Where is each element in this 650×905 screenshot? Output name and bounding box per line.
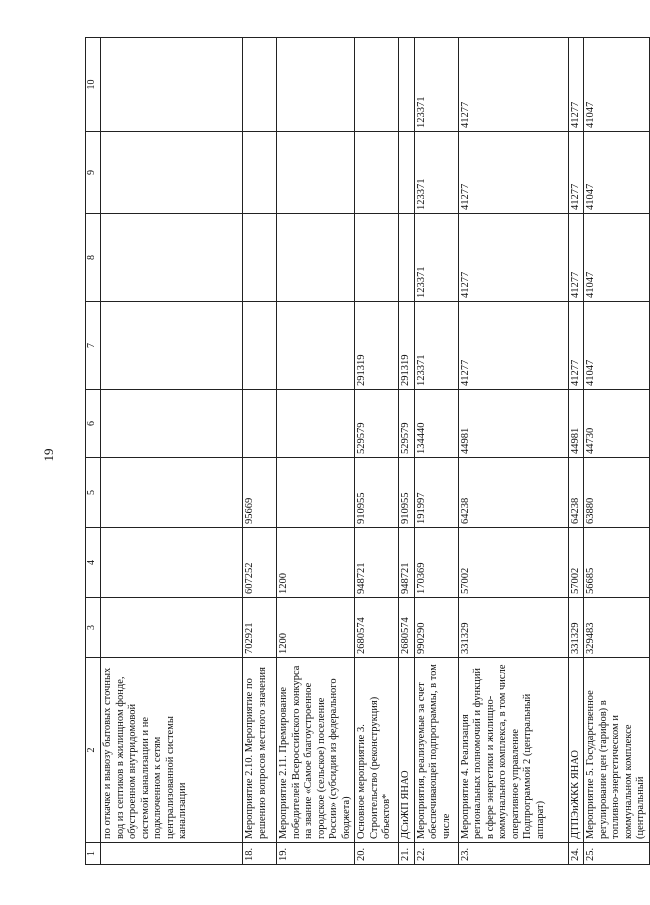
value-cell (101, 38, 243, 132)
rotated-table-region (85, 38, 646, 865)
value-cell: 948721 (399, 528, 415, 598)
value-cell (277, 38, 355, 132)
value-cell: 41277 (568, 38, 584, 132)
value-cell (101, 390, 243, 458)
value-cell: 1200 (277, 598, 355, 658)
value-cell: 2680574 (399, 598, 415, 658)
value-cell: 44730 (584, 390, 650, 458)
row-number-cell: 20. (355, 843, 399, 865)
value-cell (355, 38, 399, 132)
value-cell: 134440 (414, 390, 458, 458)
value-cell (101, 458, 243, 528)
table-row (277, 38, 355, 865)
value-cell: 990290 (414, 598, 458, 658)
value-cell: 123371 (414, 38, 458, 132)
value-cell: 331329 (458, 598, 568, 658)
value-cell (277, 302, 355, 390)
row-name-cell: Мероприятия, реализуемые за счет обеспечивающей подпрограммы, в том числе (414, 658, 458, 843)
value-cell: 910955 (355, 458, 399, 528)
header-cell: 8 (86, 214, 101, 302)
table-row (101, 38, 243, 865)
row-number-cell: 22. (414, 843, 458, 865)
row-name-cell: Мероприятие 5. Государственное регулирование цен (тарифов) в топливно-энергетическом и коммунальном комплексе (центральный (584, 658, 650, 843)
header-cell: 9 (86, 132, 101, 214)
row-name-cell: Мероприятие 2.10. Мероприятие по решению вопросов местного значения (243, 658, 277, 843)
table-row (355, 38, 399, 865)
row-number-cell: 19. (277, 843, 355, 865)
table-row (414, 38, 458, 865)
value-cell: 64238 (568, 458, 584, 528)
value-cell (277, 390, 355, 458)
table-row (568, 38, 584, 865)
value-cell (355, 132, 399, 214)
table-row (584, 38, 650, 865)
header-cell: 10 (86, 38, 101, 132)
value-cell (399, 38, 415, 132)
value-cell (243, 214, 277, 302)
value-cell (399, 214, 415, 302)
value-cell (277, 458, 355, 528)
value-cell: 607252 (243, 528, 277, 598)
value-cell: 331329 (568, 598, 584, 658)
page-number: 19 (41, 448, 56, 462)
value-cell: 57002 (458, 528, 568, 598)
value-cell (277, 214, 355, 302)
value-cell: 57002 (568, 528, 584, 598)
value-cell: 291319 (399, 302, 415, 390)
value-cell (243, 132, 277, 214)
value-cell (277, 132, 355, 214)
value-cell (243, 390, 277, 458)
table-row (243, 38, 277, 865)
value-cell (243, 302, 277, 390)
row-name-cell: Мероприятие 2.11. Премирование победителей Всероссийского конкурса на звание «Самое благоустроенное городское (сельское) поселение России» (субсидия из федерального бюджета) (277, 658, 355, 843)
value-cell: 44981 (568, 390, 584, 458)
value-cell: 41277 (458, 38, 568, 132)
row-number-cell: 25. (584, 843, 650, 865)
value-cell: 95669 (243, 458, 277, 528)
value-cell: 123371 (414, 214, 458, 302)
value-cell: 41047 (584, 302, 650, 390)
value-cell: 63880 (584, 458, 650, 528)
value-cell (101, 302, 243, 390)
value-cell: 41277 (458, 214, 568, 302)
value-cell (101, 214, 243, 302)
header-cell: 2 (86, 658, 101, 843)
row-number-cell (101, 843, 243, 865)
value-cell (243, 38, 277, 132)
row-name-cell: ДТПЭиЖКК ЯНАО (568, 658, 584, 843)
value-cell: 170369 (414, 528, 458, 598)
value-cell (355, 214, 399, 302)
row-number-cell: 24. (568, 843, 584, 865)
value-cell: 123371 (414, 132, 458, 214)
header-row (86, 38, 101, 865)
value-cell: 2680574 (355, 598, 399, 658)
header-cell: 5 (86, 458, 101, 528)
row-number-cell: 23. (458, 843, 568, 865)
row-name-cell: ДСиЖП ЯНАО (399, 658, 415, 843)
value-cell: 529579 (355, 390, 399, 458)
value-cell: 329483 (584, 598, 650, 658)
value-cell (101, 132, 243, 214)
value-cell: 529579 (399, 390, 415, 458)
row-number-cell: 21. (399, 843, 415, 865)
value-cell: 948721 (355, 528, 399, 598)
value-cell (101, 598, 243, 658)
header-cell: 4 (86, 528, 101, 598)
value-cell: 41277 (568, 132, 584, 214)
value-cell: 910955 (399, 458, 415, 528)
value-cell: 123371 (414, 302, 458, 390)
table-row (458, 38, 568, 865)
value-cell: 41047 (584, 214, 650, 302)
value-cell: 41277 (568, 214, 584, 302)
value-cell: 702921 (243, 598, 277, 658)
value-cell: 56685 (584, 528, 650, 598)
value-cell: 64238 (458, 458, 568, 528)
header-cell: 6 (86, 390, 101, 458)
value-cell: 44981 (458, 390, 568, 458)
header-cell: 3 (86, 598, 101, 658)
value-cell: 1200 (277, 528, 355, 598)
header-cell: 7 (86, 302, 101, 390)
table-row (399, 38, 415, 865)
header-cell: 1 (86, 843, 101, 865)
value-cell: 41047 (584, 132, 650, 214)
table-frame (85, 38, 646, 865)
row-name-cell: Мероприятие 4. Реализация региональных полномочий и функций в сфере энергетики и жилищно-коммунального комплекса, в том числе оперативное управление Подпрограммой 2 (центральный аппарат) (458, 658, 568, 843)
budget-table (85, 37, 650, 865)
value-cell (101, 528, 243, 598)
row-name-cell: по откачке и вывозу бытовых сточных вод из септиков в жилищном фонде, обустроенном внутридомовой системой канализации и не подключенном к сетям централизованной системы канализации (101, 658, 243, 843)
row-number-cell: 18. (243, 843, 277, 865)
value-cell: 291319 (355, 302, 399, 390)
row-name-cell: Основное мероприятие 3. Строительство (реконструкция) объектов* (355, 658, 399, 843)
value-cell: 191997 (414, 458, 458, 528)
value-cell: 41277 (458, 302, 568, 390)
value-cell: 41277 (568, 302, 584, 390)
value-cell: 41277 (458, 132, 568, 214)
value-cell: 41047 (584, 38, 650, 132)
value-cell (399, 132, 415, 214)
